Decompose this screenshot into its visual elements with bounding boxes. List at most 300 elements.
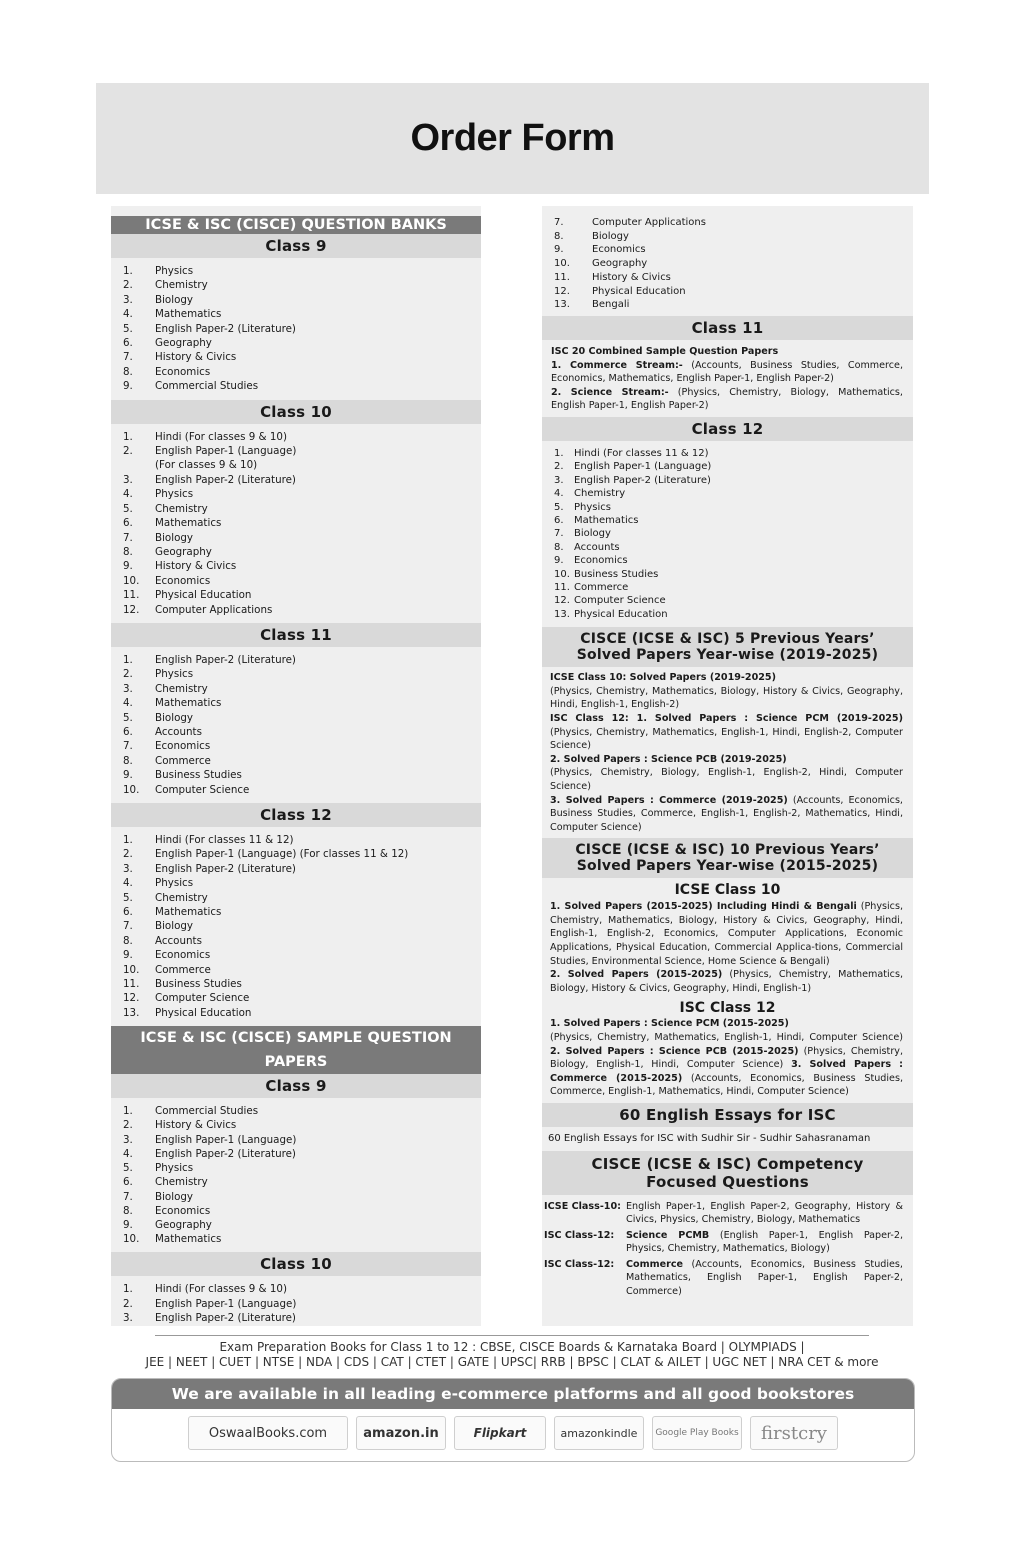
item-number: 4. [123, 488, 133, 501]
list-item [542, 608, 913, 621]
list-item [111, 754, 481, 768]
py10-isc-2-title: 2. Solved Papers : Science PCB (2015-2025) [550, 1045, 799, 1057]
item-label: Economics [155, 949, 211, 962]
item-number: 1. [554, 447, 564, 459]
list-item [111, 667, 481, 681]
item-number: 12. [554, 595, 570, 607]
item-label: Economics [592, 244, 646, 256]
list-item [111, 768, 481, 782]
py5-isc12-commerce-title: 3. Solved Papers : Commerce (2019-2025) [550, 794, 788, 806]
list-item [111, 603, 481, 617]
list-item [111, 783, 481, 797]
item-label: Mathematics [155, 1233, 222, 1246]
item-number: 8. [123, 934, 133, 947]
item-number: 1. [123, 265, 133, 277]
item-label: Commerce [574, 581, 629, 593]
item-label: Economics [574, 555, 628, 567]
item-label: Physics [574, 501, 611, 513]
py10-heading-line1: CISCE (ICSE & ISC) 10 Previous Years’ [575, 842, 880, 859]
item-number: 7. [123, 740, 133, 753]
py5-heading-line2: Solved Papers Year-wise (2019-2025) [576, 647, 879, 664]
list-item [111, 696, 481, 710]
item-label: Computer Science [155, 992, 250, 1005]
competency-stream: Science PCMB [626, 1229, 710, 1241]
item-label: Chemistry [574, 488, 626, 500]
item-number [111, 1325, 155, 1326]
item-number: 6. [123, 517, 133, 530]
list-item [542, 527, 913, 540]
list-item [542, 487, 913, 500]
item-label: History & Civics [155, 351, 237, 364]
sample-papers-sections [111, 1074, 481, 1326]
item-number: 1. [123, 1105, 133, 1118]
item-number: 10. [123, 963, 140, 976]
item-number: 2. [123, 279, 133, 292]
competency-heading [542, 1151, 913, 1195]
py10-icse-1-title: 1. Solved Papers (2015-2025) Including Hindi & Bengali [550, 901, 857, 913]
list-item [111, 559, 481, 573]
ecommerce-banner: We are available in all leading e-commerce platforms and all good bookstores [112, 1379, 914, 1409]
list-item [111, 1175, 481, 1189]
item-number: 8. [554, 230, 564, 242]
footer-divider [155, 1335, 869, 1336]
item-label: Geography [155, 1218, 212, 1231]
competency-subject-text: (Accounts, Economics, Business Studies, Mathematics, English Paper-1, English Paper-2, Commerce) [626, 1258, 903, 1297]
py10-icse-2-title: 2. Solved Papers (2015-2025) [550, 969, 723, 981]
item-label: English Paper-1 (Language) (For classes 11 & 12) [155, 848, 409, 861]
competency-subjects [626, 1200, 903, 1227]
item-label: Physics [155, 265, 194, 277]
py10-icse-1-text: (Physics, Chemistry, Mathematics, Biology, History & Civics, Geography, Hindi, English-1, English-2, Economics, Computer Applications, Economic Applications, Physical Education, Commercial Applica-tions, Commercial Studies, Environmental Science, Home Science & Bengali) [550, 901, 903, 967]
class12-heading: Class 12 [542, 417, 913, 441]
list-item [111, 307, 481, 321]
item-label: Hindi (For classes 9 & 10) [155, 1283, 287, 1296]
item-label: Biology [155, 531, 194, 544]
list-item [542, 581, 913, 594]
item-number: 7. [123, 1190, 133, 1203]
competency-row [542, 1200, 913, 1227]
list-item [111, 444, 481, 473]
py5-isc12-pcb-title: 2. Solved Papers : Science PCB (2019-2025) [550, 753, 787, 765]
list-item [542, 594, 913, 607]
py10-isc-1-text: (Physics, Chemistry, Mathematics, English-1, Hindi, Computer Science) [550, 1032, 903, 1044]
item-number: 9. [123, 769, 133, 782]
science-stream-label: 2. Science Stream:- [551, 386, 669, 398]
list-item [111, 711, 481, 725]
store-logo[interactable]: firstcry [750, 1416, 838, 1450]
item-number: 3. [123, 862, 133, 875]
py10-isc-heading: ISC Class 12 [679, 1000, 776, 1017]
item-label: History & Civics [155, 1119, 237, 1132]
list-item [111, 1311, 481, 1325]
essays-heading: 60 English Essays for ISC [542, 1103, 913, 1127]
item-label: Hindi (For classes 9 & 10) [155, 430, 287, 443]
py10-icse-heading: ICSE Class 10 [674, 882, 781, 899]
title-bar [96, 83, 929, 194]
list-item [111, 574, 481, 588]
item-number: 2. [123, 848, 133, 861]
item-label: Physics [155, 668, 194, 681]
item-number: 10. [123, 1233, 140, 1246]
competency-subjects [626, 1258, 903, 1299]
competency-row [542, 1229, 913, 1256]
item-label: Economics [155, 574, 211, 587]
item-number: 8. [123, 754, 133, 767]
list-item [542, 243, 913, 257]
class-heading: Class 9 [111, 234, 481, 258]
list-item [542, 568, 913, 581]
item-label: Biology [574, 528, 611, 540]
list-item [111, 919, 481, 933]
item-label: Commercial Studies [155, 1105, 259, 1118]
item-number: 13. [123, 1006, 140, 1019]
list-item [111, 379, 481, 393]
py10-heading [542, 838, 913, 878]
store-logos [112, 1409, 914, 1450]
py10-isc-2-text: (Physics, Chemistry, Biology, English-1, Hindi, Computer Science) [550, 1045, 903, 1071]
list-item [111, 336, 481, 350]
competency-heading-line2: Focused Questions [646, 1172, 809, 1191]
footer-line-1: Exam Preparation Books for Class 1 to 12 : CBSE, CISCE Boards & Karnataka Board | OLYMPIADS | [219, 1340, 805, 1354]
item-number: 12. [554, 285, 570, 297]
list-item [542, 285, 913, 299]
list-item [111, 264, 481, 278]
list-item [542, 554, 913, 567]
commerce-stream-label: 1. Commerce Stream:- [551, 359, 683, 371]
list-item [111, 847, 481, 861]
item-number: 9. [123, 560, 133, 573]
item-label: Economics [155, 740, 211, 753]
item-number: 12. [123, 992, 140, 1005]
item-label: Economics [155, 365, 211, 378]
item-label: Bengali [592, 299, 630, 311]
left-column [111, 206, 481, 1326]
item-label: Business Studies [155, 769, 242, 782]
commerce-stream-text: (Accounts, Business Studies, Commerce, Economics, Mathematics, English Paper-1, English Paper-2) [551, 359, 903, 385]
list-item [111, 1297, 481, 1311]
list-item [542, 257, 913, 271]
item-number: 8. [554, 541, 564, 553]
item-label: Mathematics [574, 514, 639, 526]
item-label: Physical Education [155, 1006, 252, 1019]
item-number: 7. [123, 531, 133, 544]
list-item [111, 1218, 481, 1232]
competency-heading-line1: CISCE (ICSE & ISC) Competency [591, 1154, 864, 1173]
py10-heading-line2: Solved Papers Year-wise (2015-2025) [576, 858, 879, 875]
footer-line-2: JEE | NEET | CUET | NTSE | NDA | CDS | CAT | CTET | GATE | UPSC| RRB | BPSC | CLAT & AILET | UGC NET | NRA CET & more [145, 1355, 879, 1369]
list-item [111, 365, 481, 379]
item-list [111, 1276, 481, 1326]
item-number: 5. [123, 322, 133, 335]
list-item [111, 516, 481, 530]
item-number: 8. [123, 1204, 133, 1217]
competency-subjects [626, 1229, 903, 1256]
ecommerce-box [111, 1378, 915, 1462]
item-label: Physical Education [574, 608, 668, 620]
list-item [111, 905, 481, 919]
item-number: 10. [554, 258, 570, 270]
item-label: Mathematics [155, 906, 222, 919]
list-item [542, 271, 913, 285]
item-label: Physical Education [155, 589, 252, 602]
py10-isc-1-title: 1. Solved Papers : Science PCM (2015-2025) [550, 1018, 789, 1030]
store-logo[interactable]: Google Play Books [652, 1416, 742, 1450]
list-item [542, 460, 913, 473]
science-stream-text: (Physics, Chemistry, Biology, Mathematics, English Paper-1, English Paper-2) [551, 386, 903, 412]
item-label: English Paper-2 (Literature) [155, 862, 296, 875]
item-number: 11. [123, 978, 140, 991]
list-item [111, 545, 481, 559]
py5-heading [542, 627, 913, 667]
item-label: Computer Applications [155, 603, 273, 616]
item-number: 2. [123, 1119, 133, 1132]
item-number: 1. [123, 653, 133, 666]
item-number: 2. [123, 668, 133, 681]
class-heading: Class 12 [111, 803, 481, 827]
list-item [542, 541, 913, 554]
item-label: Mathematics [155, 517, 222, 530]
list-item [111, 1282, 481, 1296]
competency-class: ISC Class-12: [544, 1229, 615, 1241]
class-heading: Class 10 [111, 400, 481, 424]
item-list [111, 424, 481, 623]
item-number: 8. [123, 545, 133, 558]
list-item [111, 1133, 481, 1147]
item-label: Commerce [155, 754, 211, 767]
store-logo[interactable]: amazonkindle [554, 1416, 644, 1450]
class11-title: ISC 20 Combined Sample Question Papers [551, 345, 779, 357]
py5-icse10-title: ICSE Class 10: Solved Papers (2019-2025) [550, 672, 776, 684]
list-item [542, 474, 913, 487]
item-label: Economics [155, 1204, 211, 1217]
item-number: 6. [554, 514, 564, 526]
item-number: 13. [554, 299, 570, 311]
item-label: Chemistry [155, 891, 208, 904]
store-logo[interactable]: amazon.in [356, 1416, 446, 1450]
item-label: Geography [155, 545, 212, 558]
list-item [542, 514, 913, 527]
item-number: 9. [123, 380, 133, 393]
competency-class: ICSE Class-10: [544, 1200, 621, 1212]
item-number: 11. [554, 581, 570, 593]
item-label: Business Studies [574, 568, 659, 580]
py10-isc-3-title: 3. Solved Papers : Commerce (2015-2025) [550, 1059, 903, 1084]
item-number: 3. [123, 1133, 133, 1146]
competency-rows [542, 1195, 913, 1299]
item-number: 12. [123, 603, 140, 616]
item-number: 10. [123, 783, 140, 796]
item-label: English Paper-2 (Literature) [155, 1147, 296, 1160]
list-item [111, 473, 481, 487]
list-item [542, 230, 913, 244]
list-item [111, 653, 481, 667]
item-label: Biology [155, 293, 194, 306]
item-number: 13. [554, 608, 570, 620]
list-item [111, 1006, 481, 1020]
item-number: 4. [123, 308, 133, 321]
list-item [111, 948, 481, 962]
item-label: Accounts [155, 934, 202, 947]
list-item [542, 501, 913, 514]
item-label: English Paper-2 (Literature) [155, 653, 296, 666]
item-number: 3. [123, 1311, 133, 1324]
item-number: 3. [123, 293, 133, 306]
item-number: 10. [123, 574, 140, 587]
list-item [111, 682, 481, 696]
item-label: Physics [155, 488, 194, 501]
item-label: Business Studies [155, 978, 242, 991]
list-item [111, 725, 481, 739]
item-number: 2. [123, 445, 133, 458]
item-label: Chemistry [155, 279, 208, 292]
item-label: Chemistry [155, 682, 208, 695]
item-number: 7. [554, 217, 564, 228]
item-number: 9. [554, 555, 564, 567]
class-heading: Class 11 [111, 623, 481, 647]
item-number: 7. [123, 920, 133, 933]
item-label: English Paper-1 (Language) [155, 1133, 297, 1146]
store-logo[interactable]: Flipkart [454, 1416, 546, 1450]
item-label: Computer Science [574, 595, 666, 607]
list-item [111, 502, 481, 516]
competency-subject-text: English Paper-1, English Paper-2, Geography, History & Civics, Physics, Chemistry, Biology, Mathematics [626, 1200, 903, 1226]
class-heading: Class 9 [111, 1074, 481, 1098]
list-item [111, 531, 481, 545]
py10-icse-block [542, 900, 913, 999]
item-number: 6. [123, 1176, 133, 1189]
list-item [111, 1190, 481, 1204]
right-column [542, 206, 913, 1326]
list-item [111, 891, 481, 905]
class12-list [542, 441, 913, 627]
item-label: English Paper-1 (Language) [155, 1297, 297, 1310]
py5-icse10-text: (Physics, Chemistry, Mathematics, Biology, History & Civics, Geography, Hindi, English-1, English-2) [550, 685, 903, 711]
item-number: 3. [123, 473, 133, 486]
item-list [111, 647, 481, 803]
question-banks-banner: ICSE & ISC (CISCE) QUESTION BANKS [111, 216, 481, 234]
item-label: History & Civics [155, 560, 237, 573]
item-label: Accounts [574, 541, 620, 553]
competency-subject-text: (English Paper-1, English Paper-2, Physics, Chemistry, Mathematics, Biology) [626, 1229, 903, 1255]
item-label: Physics [155, 1162, 194, 1175]
item-number: 5. [123, 1162, 133, 1175]
item-label: English Paper-2 (Literature) [155, 473, 296, 486]
list-item [111, 1161, 481, 1175]
item-number: 4. [123, 697, 133, 710]
py5-isc12-commerce-text: (Accounts, Economics, Business Studies, Commerce, English-1, English-2, Mathematics, Hindi, Computer Science) [550, 794, 903, 833]
item-number: 8. [123, 365, 133, 378]
item-label: Geography [592, 258, 648, 270]
item-label: Commercial Studies [155, 380, 259, 393]
list-item [542, 298, 913, 312]
item-number: 9. [554, 244, 564, 256]
class11-heading: Class 11 [542, 316, 913, 340]
list-item [542, 216, 913, 230]
item-number: 11. [123, 589, 140, 602]
list-item [111, 293, 481, 307]
py5-block [542, 667, 913, 838]
list-item [111, 1104, 481, 1118]
item-label: Biology [592, 230, 629, 242]
list-item [111, 862, 481, 876]
item-list [111, 1098, 481, 1252]
page-title: Order Form [410, 117, 615, 159]
list-item [111, 1325, 481, 1326]
item-number: 10. [554, 568, 570, 580]
list-item [111, 350, 481, 364]
item-label: Biology [155, 920, 194, 933]
item-number: 5. [123, 711, 133, 724]
item-label: Hindi (For classes 11 & 12) [574, 447, 709, 459]
item-label: Chemistry [155, 502, 208, 515]
list-item [542, 447, 913, 460]
item-number: 6. [123, 906, 133, 919]
item-number: 3. [123, 682, 133, 695]
item-label: Mathematics [155, 697, 222, 710]
list-item [111, 739, 481, 753]
item-number: 2. [123, 1297, 133, 1310]
item-number: 7. [123, 351, 133, 364]
list-item [111, 430, 481, 444]
item-label: Physics [155, 877, 194, 890]
item-label: History & Civics [592, 271, 671, 283]
list-item [111, 876, 481, 890]
item-label: English Paper-1 (Language) (For classes 9 & 10) [155, 445, 297, 472]
list-item [111, 487, 481, 501]
item-label: Accounts [155, 725, 202, 738]
competency-row [542, 1258, 913, 1299]
class-heading: Class 10 [111, 1252, 481, 1276]
item-number: 1. [123, 1283, 133, 1296]
competency-stream: Commerce [626, 1258, 684, 1270]
py5-heading-line1: CISCE (ICSE & ISC) 5 Previous Years’ [580, 631, 875, 648]
item-label: Computer Science [155, 783, 250, 796]
py10-isc-block [542, 1017, 913, 1103]
item-number: 4. [123, 877, 133, 890]
list-item [111, 1147, 481, 1161]
class11-combined-block [542, 340, 913, 417]
py5-isc12-pcm-title: ISC Class 12: 1. Solved Papers : Science PCM (2019-2025) [550, 712, 903, 724]
item-number: 6. [123, 725, 133, 738]
item-number: 1. [123, 834, 133, 846]
list-item [111, 1232, 481, 1246]
item-number: 11. [554, 271, 570, 283]
list-item [111, 1118, 481, 1132]
item-label: Physical Education [592, 285, 686, 297]
item-label: Computer Applications [592, 217, 706, 228]
item-label: English Paper-2 (Literature) [155, 1311, 296, 1324]
sample-papers-banner: ICSE & ISC (CISCE) SAMPLE QUESTION PAPERS [111, 1026, 481, 1074]
list-item [111, 833, 481, 847]
py5-isc12-pcb-text: (Physics, Chemistry, Biology, English-1, English-2, Hindi, Computer Science) [550, 767, 903, 792]
item-label: Hindi (For classes 11 & 12) [155, 834, 294, 846]
item-label: Biology [155, 711, 194, 724]
item-number: 5. [123, 891, 133, 904]
list-item [111, 588, 481, 602]
item-number: 9. [123, 1218, 133, 1231]
py5-isc12-pcm-text: (Physics, Chemistry, Mathematics, English-1, Hindi, English-2, Computer Science) [550, 726, 903, 752]
item-label: Biology [155, 1190, 194, 1203]
item-number: 7. [554, 528, 564, 540]
item-number: 5. [554, 501, 564, 513]
item-number: 2. [554, 461, 564, 473]
item-label [155, 1325, 208, 1326]
item-list [111, 258, 481, 400]
store-logo[interactable]: OswaalBooks.com [188, 1416, 348, 1450]
item-label: Geography [155, 337, 212, 350]
item-number: 3. [554, 474, 564, 486]
item-number: 9. [123, 949, 133, 962]
